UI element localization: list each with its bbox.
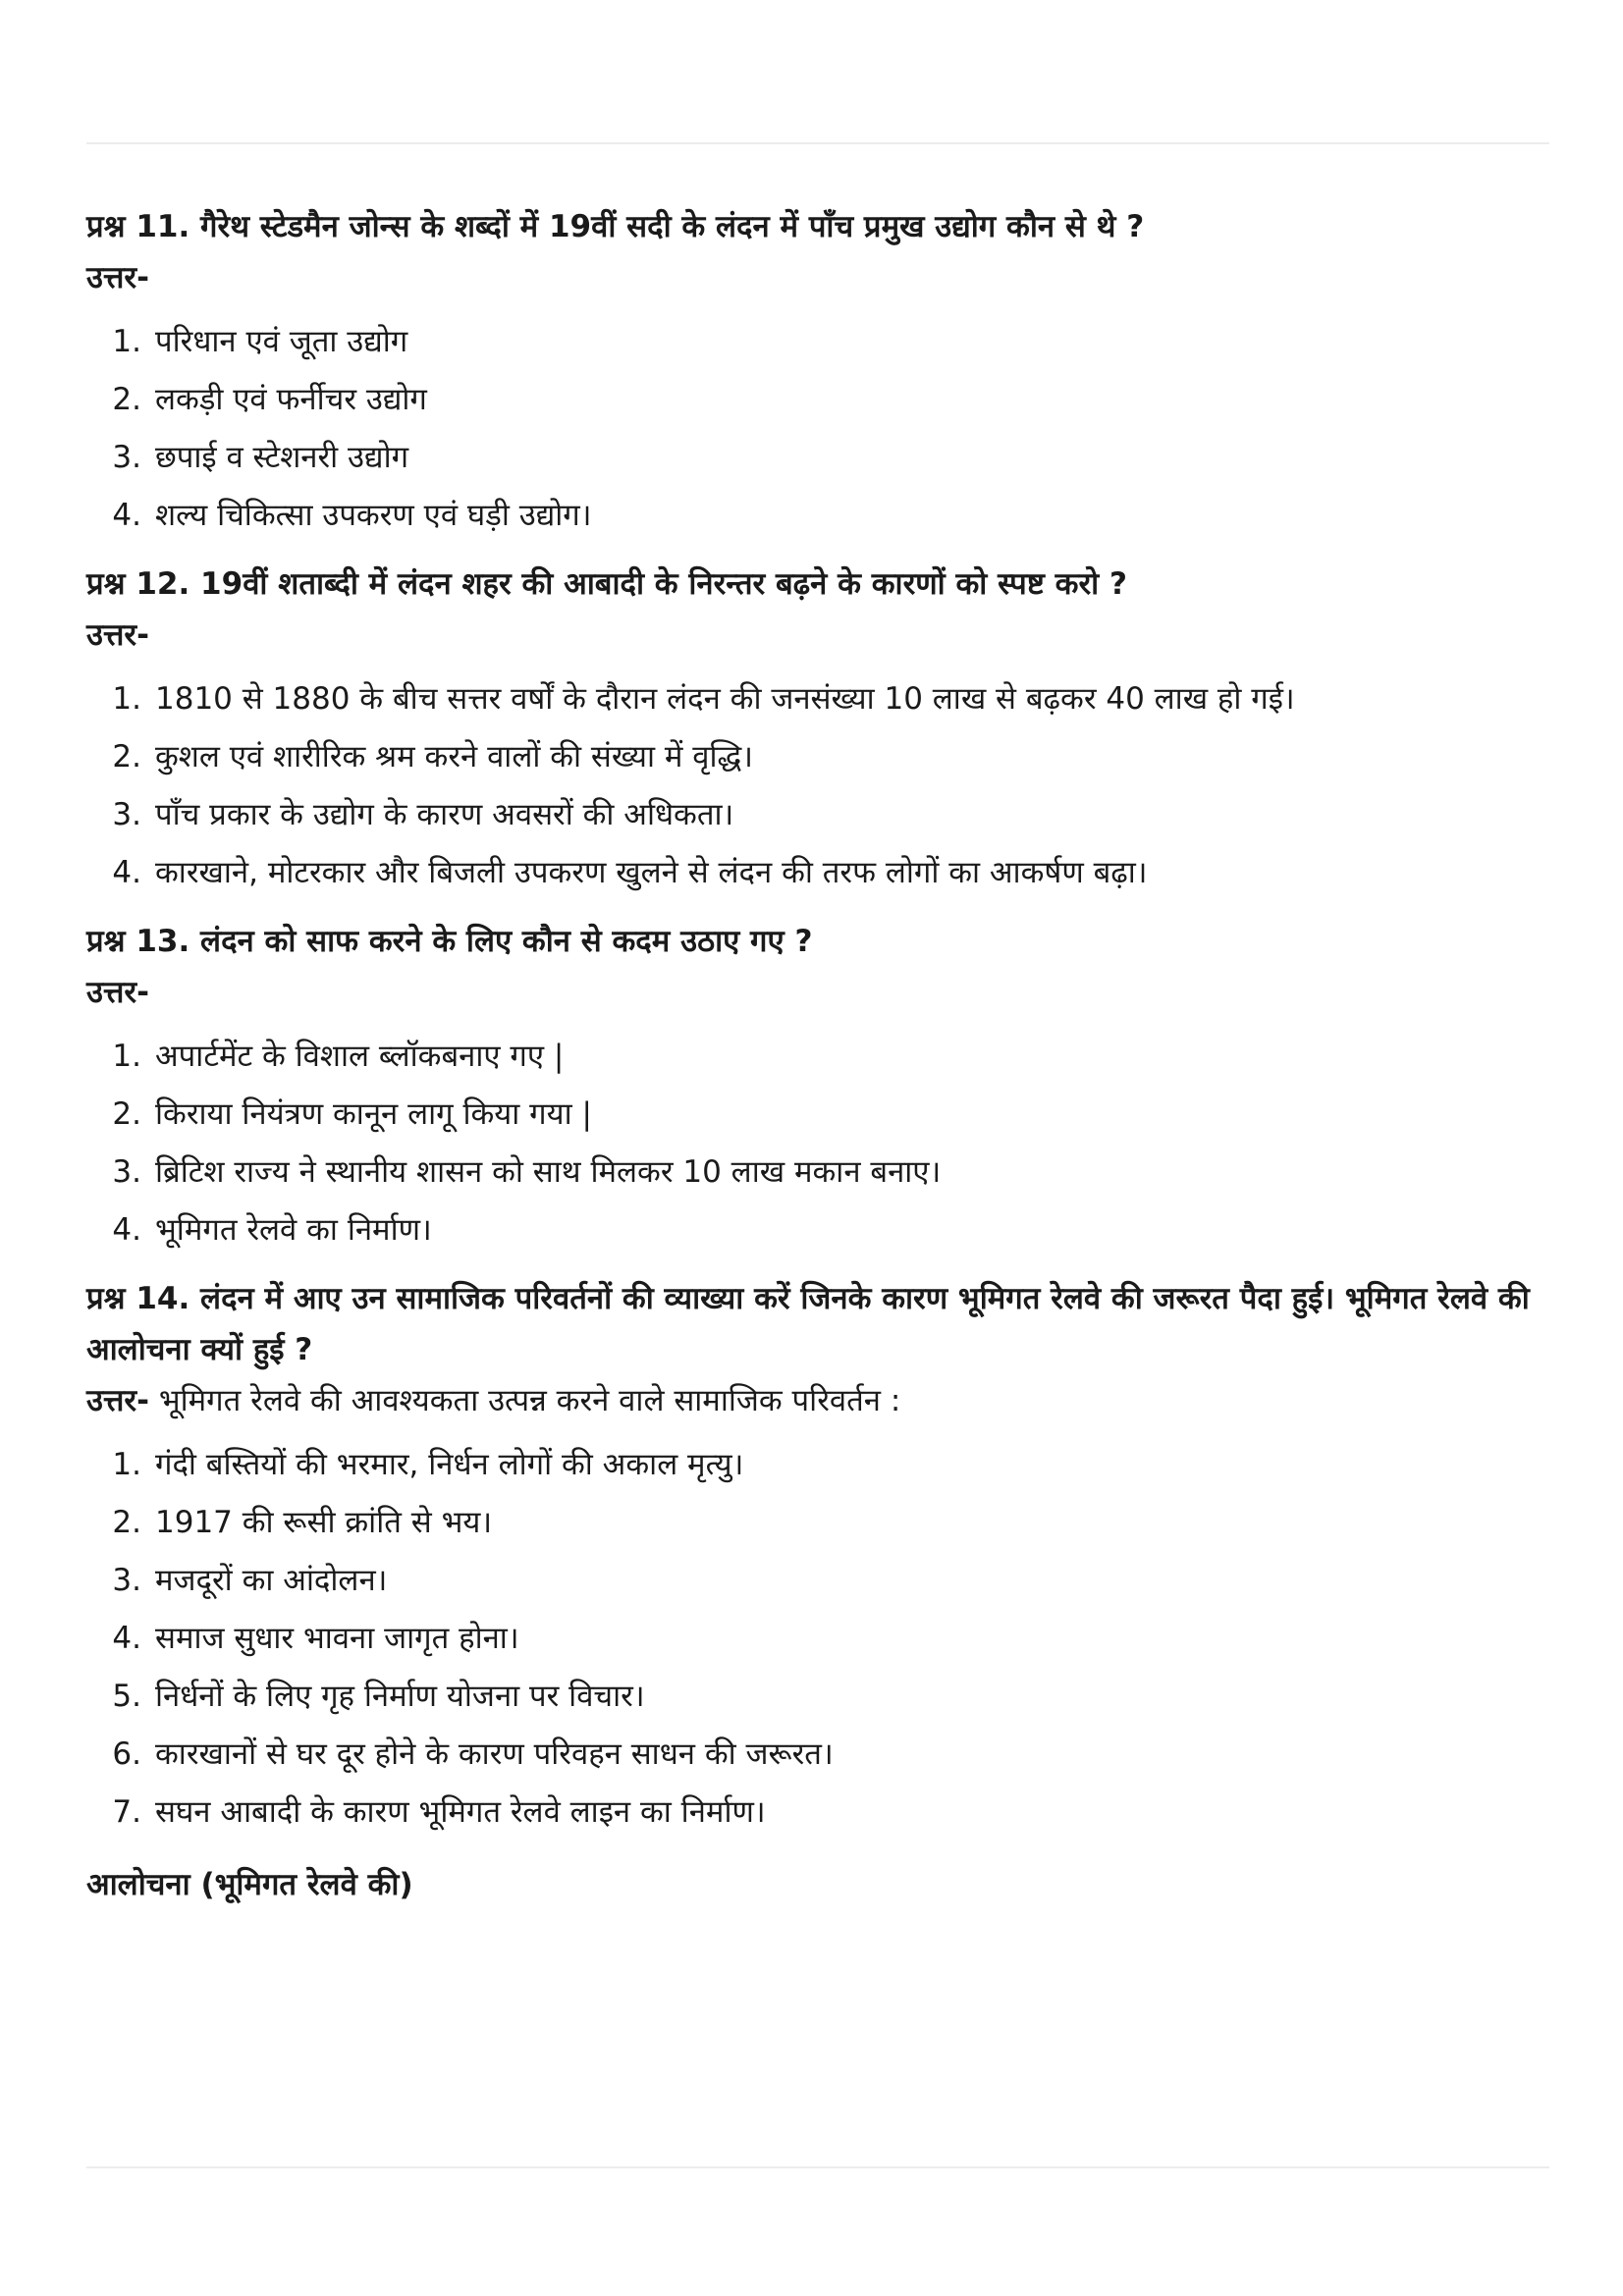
item-number: 1. (112, 324, 141, 359)
item-number: 3. (112, 440, 141, 475)
list-item (86, 1028, 1549, 1086)
item-text: शल्य चिकित्सा उपकरण एवं घड़ी उद्योग। (155, 498, 592, 533)
item-number: 3. (112, 797, 141, 832)
answer-label: उत्तर- (86, 260, 149, 295)
item-number: 4. (112, 1621, 141, 1656)
item-text: निर्धनों के लिए गृह निर्माण योजना पर विचार। (155, 1679, 645, 1714)
item-number: 3. (112, 1563, 141, 1598)
item-number: 1. (112, 681, 141, 717)
item-text: परिधान एवं जूता उद्योग (155, 324, 408, 359)
question-12 (86, 559, 1549, 902)
answer-intro: भूमिगत रेलवे की आवश्यकता उत्पन्न करने वाले सामाजिक परिवर्तन : (148, 1383, 901, 1418)
top-divider (86, 142, 1549, 144)
question-13 (86, 916, 1549, 1259)
item-number: 2. (112, 382, 141, 417)
item-number: 3. (112, 1154, 141, 1190)
item-number: 2. (112, 1096, 141, 1132)
list-item (86, 1668, 1549, 1726)
item-text: 1917 की रूसी क्रांति से भय। (155, 1505, 493, 1540)
item-number: 1. (112, 1039, 141, 1074)
list-item (86, 371, 1549, 429)
item-number: 6. (112, 1736, 141, 1772)
item-number: 4. (112, 1212, 141, 1248)
item-text: कारखानों से घर दूर होने के कारण परिवहन साधन की जरूरत। (155, 1736, 834, 1772)
answer-list (86, 1028, 1549, 1259)
item-text: गंदी बस्तियों की भरमार, निर्धन लोगों की अकाल मृत्यु। (155, 1447, 744, 1482)
item-number: 4. (112, 498, 141, 533)
answer-list (86, 670, 1549, 902)
item-text: पाँच प्रकार के उद्योग के कारण अवसरों की अधिकता। (155, 797, 734, 832)
answer-label: उत्तर- (86, 975, 149, 1010)
answer-line (86, 1375, 1549, 1426)
list-item (86, 1436, 1549, 1494)
item-text: सघन आबादी के कारण भूमिगत रेलवे लाइन का निर्माण। (155, 1794, 766, 1830)
item-text: 1810 से 1880 के बीच सत्तर वर्षों के दौरान लंदन की जनसंख्या 10 लाख से बढ़कर 40 लाख हो गई। (155, 681, 1295, 717)
item-number: 2. (112, 1505, 141, 1540)
answer-list (86, 313, 1549, 545)
item-text: कुशल एवं शारीरिक श्रम करने वालों की संख्या में वृद्धि। (155, 739, 754, 774)
item-text: ब्रिटिश राज्य ने स्थानीय शासन को साथ मिलकर 10 लाख मकान बनाए। (155, 1154, 942, 1190)
item-text: कारखाने, मोटरकार और बिजली उपकरण खुलने से लंदन की तरफ लोगों का आकर्षण बढ़ा। (155, 855, 1148, 890)
list-item (86, 844, 1549, 902)
list-item (86, 670, 1549, 728)
section-heading: आलोचना (भूमिगत रेलवे की) (86, 1867, 413, 1902)
list-item (86, 728, 1549, 786)
question-11 (86, 201, 1549, 545)
list-item (86, 1610, 1549, 1668)
item-text: छपाई व स्टेशनरी उद्योग (155, 440, 409, 475)
list-item (86, 1144, 1549, 1201)
document-body (86, 201, 1549, 1941)
answer-label: उत्तर- (86, 617, 149, 653)
list-item (86, 1784, 1549, 1842)
item-text: लकड़ी एवं फर्नीचर उद्योग (155, 382, 427, 417)
list-item (86, 1086, 1549, 1144)
item-number: 4. (112, 855, 141, 890)
item-number: 1. (112, 1447, 141, 1482)
list-item (86, 1552, 1549, 1610)
item-text: समाज सुधार भावना जागृत होना। (155, 1621, 519, 1656)
answer-label: उत्तर- (86, 1383, 149, 1418)
question-title: प्रश्न 14. लंदन में आए उन सामाजिक परिवर्तनों की व्याख्या करें जिनके कारण भूमिगत रेलवे की जरूरत पैदा हुई। भूमिगत रेलवे की आलोचना क्यों हुई ? (86, 1281, 1530, 1367)
list-item (86, 786, 1549, 844)
item-number: 5. (112, 1679, 141, 1714)
list-item (86, 1494, 1549, 1552)
question-title: प्रश्न 13. लंदन को साफ करने के लिए कौन से कदम उठाए गए ? (86, 924, 813, 959)
question-title: प्रश्न 11. गैरेथ स्टेडमैन जोन्स के शब्दों में 19वीं सदी के लंदन में पाँच प्रमुख उद्योग कौन से थे ? (86, 209, 1145, 244)
item-number: 2. (112, 739, 141, 774)
list-item (86, 487, 1549, 545)
item-text: भूमिगत रेलवे का निर्माण। (155, 1212, 432, 1248)
item-text: अपार्टमेंट के विशाल ब्लॉकबनाए गए | (155, 1039, 565, 1074)
list-item (86, 1726, 1549, 1784)
list-item (86, 1201, 1549, 1259)
list-item (86, 429, 1549, 487)
question-14 (86, 1273, 1549, 1842)
item-text: मजदूरों का आंदोलन। (155, 1563, 388, 1598)
item-number: 7. (112, 1794, 141, 1830)
item-text: किराया नियंत्रण कानून लागू किया गया | (155, 1096, 592, 1132)
answer-list (86, 1436, 1549, 1842)
list-item (86, 313, 1549, 371)
question-title: प्रश्न 12. 19वीं शताब्दी में लंदन शहर की आबादी के निरन्तर बढ़ने के कारणों को स्पष्ट करो ? (86, 566, 1127, 602)
bottom-divider (86, 2166, 1549, 2168)
